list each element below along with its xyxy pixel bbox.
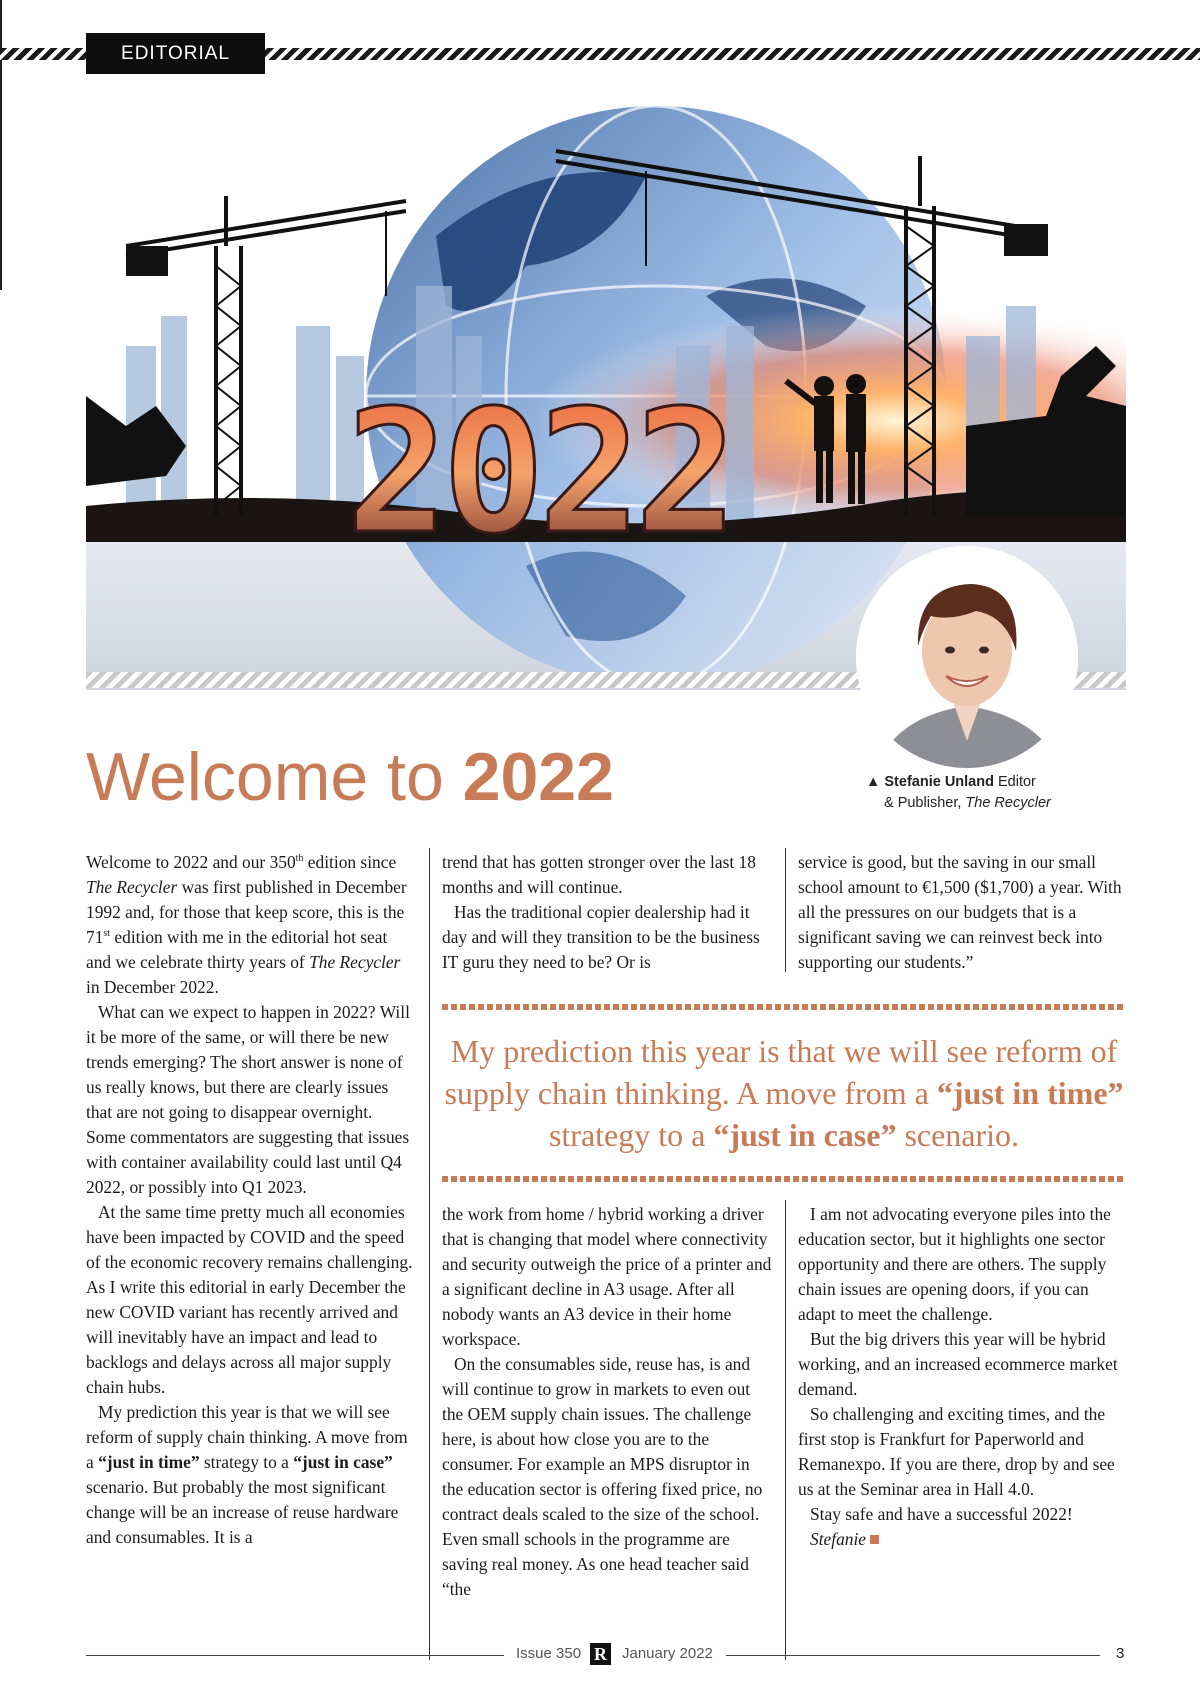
end-square-icon (870, 1535, 879, 1544)
col2-paragraph-3: the work from home / hybrid working a driver that is changing that model where connectivity and security outweigh the price of a printer and a significant decline in A3 usage. After all nobody wants an A3 device in their home workspace. (442, 1204, 772, 1349)
footer-issue: Issue 350 (516, 1645, 582, 1662)
author-caption (866, 772, 1106, 814)
column-divider (785, 848, 786, 972)
col3-paragraph-2: I am not advocating everyone piles into the education sector, but it highlights one sector opportunity and there are others. The supply chain issues are opening doors, if you can adapt to meet the challenge. (798, 1204, 1111, 1324)
column-2-top (442, 850, 772, 975)
column-divider (785, 1200, 786, 1660)
caption-publication: The Recycler (965, 795, 1051, 811)
page-title (86, 738, 614, 816)
col2-paragraph-2: Has the traditional copier dealership had it day and will they transition to be the business IT guru they need to be? Or is (442, 902, 760, 972)
column-2-bottom (442, 1202, 772, 1602)
col1-paragraph-4: My prediction this year is that we will see reform of supply chain thinking. A move from a “just in time” strategy to a “just in case” scenario. But probably the most significant change will be an increase of reuse hardware and consumables. It is a (86, 1402, 408, 1547)
column-1 (86, 850, 416, 1550)
col2-paragraph-1: trend that has gotten stronger over the last 18 months and will continue. (442, 852, 756, 897)
col3-paragraph-3: But the big drivers this year will be hybrid working, and an increased ecommerce market demand. (798, 1329, 1118, 1399)
title-light: Welcome to (86, 739, 463, 815)
pullquote-rule-top (442, 1004, 1126, 1010)
footer-logo: R (590, 1643, 611, 1665)
pull-quote: My prediction this year is that we will see reform of supply chain thinking. A move from a “just in time” strategy to a “just in case” scenario. (444, 1033, 1124, 1153)
col1-paragraph-2: What can we expect to happen in 2022? Will it be more of the same, or will there be new trends emerging? The short answer is none of us really knows, but there are clearly issues that are not going to disappear overnight. Some commentators are suggesting that issues with container availability could last until Q4 2022, or possibly into Q1 2023. (86, 1002, 410, 1197)
column-divider (429, 848, 430, 1660)
column-3-bottom (798, 1202, 1128, 1552)
caption-role2: & Publisher, (884, 795, 966, 811)
col1-paragraph-3: At the same time pretty much all economies have been impacted by COVID and the speed of the economic recovery remains challenging. As I write this editorial in early December the new COVID variant has recently arrived and will inevitably have an impact and lead to backlogs and delays across all major supply chain hubs. (86, 1202, 413, 1397)
column-3-top (798, 850, 1128, 975)
col3-paragraph-4: So challenging and exciting times, and the first stop is Frankfurt for Paperworld and Remanexpo. If you are there, drop by and see us at the Seminar area in Hall 4.0. (798, 1404, 1115, 1499)
signoff-name: Stefanie (810, 1529, 867, 1549)
page-number: 3 (1116, 1645, 1125, 1662)
title-bold: 2022 (462, 739, 614, 815)
caption-role: Editor (993, 774, 1036, 790)
signoff (798, 1527, 1128, 1552)
col3-paragraph-1: service is good, but the saving in our small school amount to €1,500 ($1,700) a year. With all the pressures on our budgets that is a significant saving we can reinvest beck into supporting our students.” (798, 852, 1122, 972)
footer-rule-left (86, 1655, 504, 1656)
col2-paragraph-4: On the consumables side, reuse has, is and will continue to grow in markets to even out the OEM supply chain issues. The challenge here, is about how close you are to the consumer. For example an MPS disruptor in the education sector is offering fixed price, no contract deals scaled to the size of the school. Even small schools in the programme are saving real money. As one head teacher said “the (442, 1354, 763, 1599)
caption-marker-icon: ▲ (866, 774, 881, 790)
hero-year-text: 2022 (346, 374, 732, 572)
avatar (856, 546, 1078, 768)
pullquote-rule-bottom (442, 1176, 1126, 1182)
footer-rule-right (726, 1655, 1100, 1656)
col3-paragraph-5: Stay safe and have a successful 2022! (810, 1504, 1073, 1524)
page-edge-line (0, 0, 2, 290)
footer-date: January 2022 (622, 1645, 713, 1662)
col1-paragraph-1: Welcome to 2022 and our 350th edition since The Recycler was first published in December 1992 and, for those that keep score, this is the 71st edition with me in the editorial hot seat and we celebrate thirty years of The Recycler in December 2022. (86, 852, 407, 997)
year-graphic (346, 374, 731, 572)
author-portrait (856, 546, 1078, 768)
caption-name: Stefanie Unland (884, 774, 994, 790)
section-tag: EDITORIAL (86, 33, 265, 74)
